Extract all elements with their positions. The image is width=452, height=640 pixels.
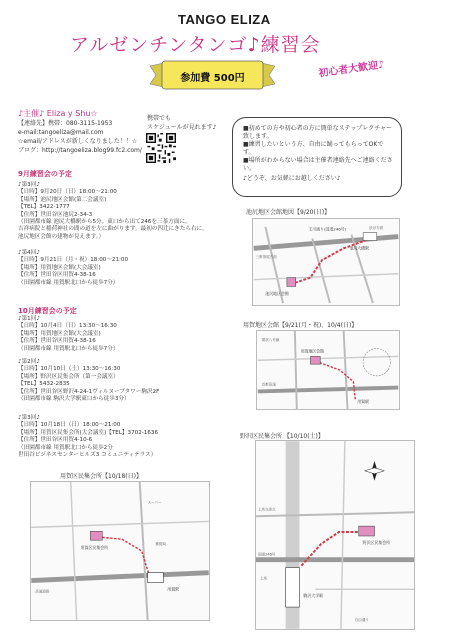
ikejiri-hall-label: 池尻地区会館 <box>265 291 289 297</box>
session-line: 【場所】用賀地区会館(大会議室) <box>18 264 101 271</box>
session-line: 【場所】野沢区民集会所（第一会議室） <box>18 373 119 380</box>
october-title: 10月練習会の予定 <box>18 307 77 315</box>
nozawa-map <box>255 440 415 630</box>
session-line: 【TEL】5432-2835 <box>18 381 70 388</box>
yoga-chiku-hall-label: 用賀地区会館 <box>300 348 325 354</box>
nozawa-area-label: 上馬 <box>259 576 268 581</box>
contact-blog[interactable]: ブログ：http://tangoeliza.blog99.fc2.com/ <box>18 147 142 154</box>
september-session-3 <box>18 182 208 241</box>
yoga-chiku-map-caption: 用賀地区会館【9/21(月・祝)、10/4(日)】 <box>243 322 358 329</box>
session-line: 【日時】9月20日（日）18:00～21:00 <box>18 189 117 196</box>
organizer-label: ♪主催♪ <box>18 109 45 118</box>
nozawa-hall-label: 野沢区民集会所 <box>362 539 391 545</box>
yoga-kumin-map <box>30 481 210 621</box>
ikejiri-direction-label: 三軒茶屋方面 <box>255 255 277 260</box>
contact-phone: 【連絡先】携帯：080-3115-1953 <box>18 120 113 127</box>
qr-note <box>147 114 216 132</box>
qr-note-line: 携帯でも <box>147 115 172 122</box>
session-line: （田園都市線 用賀駅北口から徒歩7分） <box>18 279 119 286</box>
beginners-welcome-subtitle: 初心者大歓迎♪ <box>317 59 386 80</box>
session-line: 【場所】池尻地区会館(第二会議室) <box>18 196 107 203</box>
session-line: （田園都市線 用賀駅北口から徒歩2分 <box>18 444 113 451</box>
yoga-station-label: 用賀駅 <box>357 399 369 405</box>
title-english: TANGO ELIZA <box>178 12 271 27</box>
contact-email: e-mail:tangoeliza@mail.com <box>18 129 104 136</box>
organizer-name: Eliza y Shu☆ <box>46 109 98 118</box>
qr-code-icon[interactable] <box>146 133 176 163</box>
session-line: （田園都市線 駒沢大学駅東口から徒歩3分） <box>18 396 130 403</box>
yoga-kumin-map-caption: 用賀区民集会所【10/18(日)】 <box>60 473 142 480</box>
ikejiri-direction-label: 渋谷方面 <box>369 225 383 230</box>
yoga-road-label: 環状八号線 <box>261 337 280 342</box>
september-title: 9月練習会の予定 <box>18 170 72 178</box>
october-session-3 <box>18 415 158 459</box>
session-line: 世田谷ビジネスセンターヒルズ3 コミュニティテラス） <box>18 452 157 459</box>
session-line: 【TEL】3422-1777 <box>18 204 70 211</box>
yoga-kumin-hall-label: 用賀区民集会所 <box>80 545 109 551</box>
organizer-heading <box>18 108 98 119</box>
session-line: ♪第3回♪ <box>18 182 40 188</box>
october-session-2 <box>18 359 159 403</box>
session-line: （田園都市線 用賀駅北口から徒歩7分） <box>18 345 119 352</box>
yoga-chiku-map <box>256 330 400 410</box>
ikejiri-road-label: 玉川通り(国道246号) <box>308 226 347 232</box>
session-line: ♪第3回♪ <box>18 415 40 421</box>
yoga-kumin-poi-label: スーパー <box>147 500 162 505</box>
september-session-4 <box>18 250 128 287</box>
nozawa-station-label: 駒沢大学駅 <box>303 593 324 599</box>
session-line: 【場所】用賀地区会館(大会議室) <box>18 330 101 337</box>
session-line: 吉祥病院と稲荷神社の間の道を左に曲がります。最初の四辻にきたら右に。 <box>18 226 208 233</box>
yoga-road-label: 首都高速 <box>261 382 276 387</box>
session-line: 【日時】9月21日（月・祝）18:00～21:00 <box>18 257 129 264</box>
nozawa-map-caption: 野沢区民集会所 【10/10(土)】 <box>240 433 324 440</box>
session-line: 【場所】用賀区民集会所(大会議室)【TEL】3702-1636 <box>18 429 159 436</box>
session-line: 【日時】10月18日（日）18:00～21:00 <box>18 422 121 429</box>
nozawa-road-label: 自由通り <box>354 617 369 622</box>
yoga-kumin-station-label: 用賀駅 <box>167 586 180 592</box>
nozawa-crossing-label: 上馬交差点 <box>257 507 276 512</box>
contact-info <box>18 119 142 155</box>
yoga-kumin-poi-label: 郵便局 <box>155 542 167 547</box>
session-line: ♪第4回♪ <box>18 250 40 256</box>
october-session-1 <box>18 316 118 353</box>
ikejiri-station-label: 池尻大橋駅 <box>349 245 369 251</box>
session-line: 【日時】10月10日（土）13:30～16:30 <box>18 366 121 373</box>
fee-label: 参加費 500円 <box>180 73 245 84</box>
session-line: 【住所】世田谷区池尻2-34-3 <box>18 211 93 218</box>
session-line: 【住所】世田谷区用賀4-38-16 <box>18 338 96 345</box>
ikejiri-map-caption: 池尻地区会館地図【9/20(日)】 <box>246 209 331 216</box>
qr-note-line: スケジュールが見れます♪ <box>147 124 217 131</box>
notice-line: ♪どうぞ、お気軽にお越しください♪ <box>243 175 341 182</box>
page-title: アルゼンチンタンゴ♪練習会 <box>70 34 321 56</box>
ikejiri-map <box>252 218 400 306</box>
session-line: ♪第2回♪ <box>18 359 40 365</box>
notice-line: ■初めての方や初心者の方に簡単なステップレクチャー致します。 <box>243 125 393 140</box>
session-line: 【住所】世田谷区用賀4-10-6 <box>18 437 93 444</box>
session-line: ♪第1回♪ <box>18 316 40 322</box>
session-line: 【住所】世田谷区用賀4-38-16 <box>18 272 96 279</box>
notice-line: ■練習したいという方、自由に踊ってもらってOKです。 <box>243 141 384 156</box>
notice-box <box>232 117 402 197</box>
session-line: 池尻地区会館の建物が見えます。） <box>18 233 105 240</box>
session-line: 【日時】10月4日（日）13:30～16:30 <box>18 323 117 330</box>
yoga-kumin-road-label: 高速道路 <box>35 589 50 594</box>
contact-email-note: ☆email/アドレスが新しくなりました！！☆ <box>18 138 138 145</box>
session-line: 【住所】世田谷区野沢4-24-1ヴィルヌーブタワー駒沢2F <box>18 388 160 395</box>
notice-line: ■場所がわからない場合は主催者連絡先へご連絡ください。 <box>243 157 393 172</box>
nozawa-road-label: 国道246号 <box>257 552 276 557</box>
session-line: （田園都市線 池尻大橋駅から5分。東口から出て246を三茶方面に。 <box>18 219 191 226</box>
